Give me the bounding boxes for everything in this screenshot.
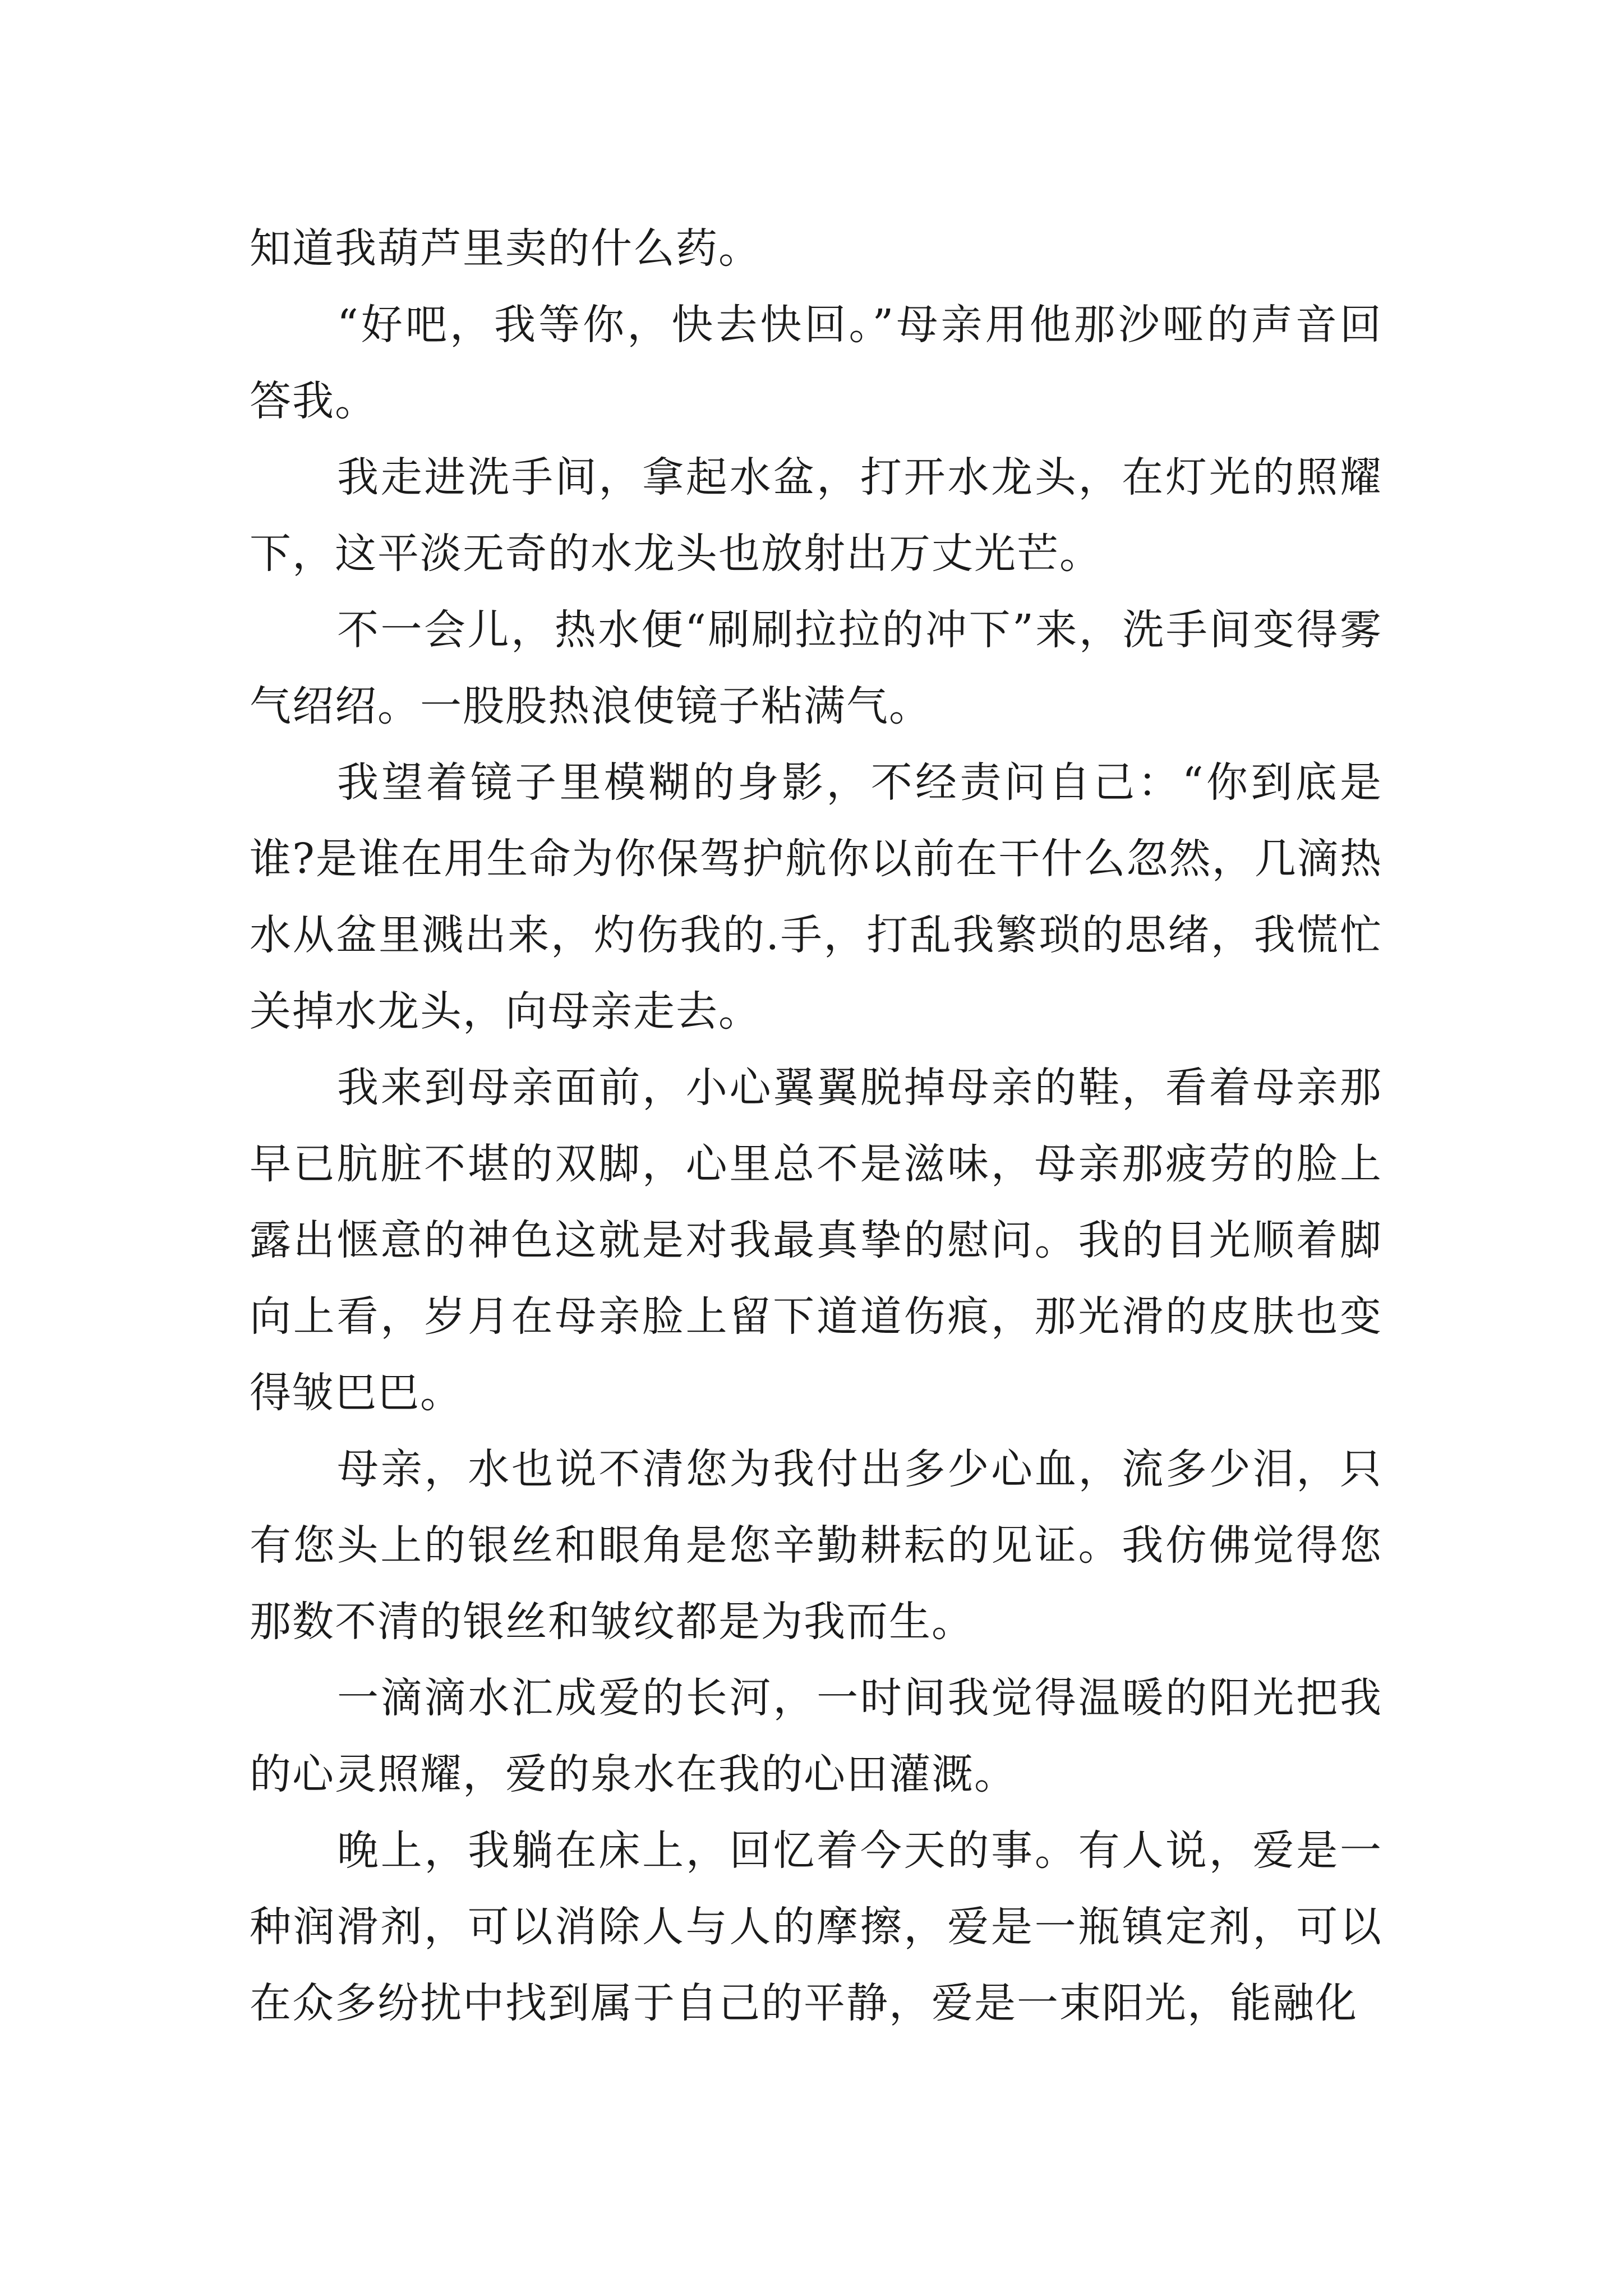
body-text xyxy=(250,210,1382,2041)
paragraph-4: 不一会儿，热水便“刷刷拉拉的冲下”来，洗手间变得雾气绍绍。一股股热浪使镜子粘满气。 xyxy=(250,606,1382,730)
paragraph-9: 晚上，我躺在床上，回忆着今天的事。有人说，爱是一种润滑剂，可以消除人与人的摩擦，爱是一瓶镇定剂，可以在众多纷扰中找到属于自己的平静，爱是一束阳光，能融化 xyxy=(250,1826,1382,2027)
paragraph-8: 一滴滴水汇成爱的长河，一时间我觉得温暖的阳光把我的心灵照耀，爱的泉水在我的心田灌溉。 xyxy=(250,1674,1382,1798)
paragraph-2: “好吧，我等你，快去快回。”母亲用他那沙哑的声音回答我。 xyxy=(250,301,1382,425)
paragraph-6: 我来到母亲面前，小心翼翼脱掉母亲的鞋，看着母亲那早已肮脏不堪的双脚，心里总不是滋味，母亲那疲劳的脸上露出惬意的神色这就是对我最真挚的慰问。我的目光顺着脚向上看，岁月在母亲脸上留下道道伤痕，那光滑的皮肤也变得皱巴巴。 xyxy=(250,1064,1382,1417)
paragraph-5: 我望着镜子里模糊的身影，不经责问自己：“你到底是谁?是谁在用生命为你保驾护航你以前在干什么忽然，几滴热水从盆里溅出来，灼伤我的.手，打乱我繁琐的思绪，我慌忙关掉水龙头，向母亲走去。 xyxy=(250,758,1382,1036)
paragraph-7: 母亲，水也说不清您为我付出多少心血，流多少泪，只有您头上的银丝和眼角是您辛勤耕耘的见证。我仿佛觉得您那数不清的银丝和皱纹都是为我而生。 xyxy=(250,1445,1382,1646)
paragraph-3: 我走进洗手间，拿起水盆，打开水龙头，在灯光的照耀下，这平淡无奇的水龙头也放射出万丈光芒。 xyxy=(250,453,1382,578)
paragraph-1: 知道我葫芦里卖的什么药。 xyxy=(250,224,761,273)
